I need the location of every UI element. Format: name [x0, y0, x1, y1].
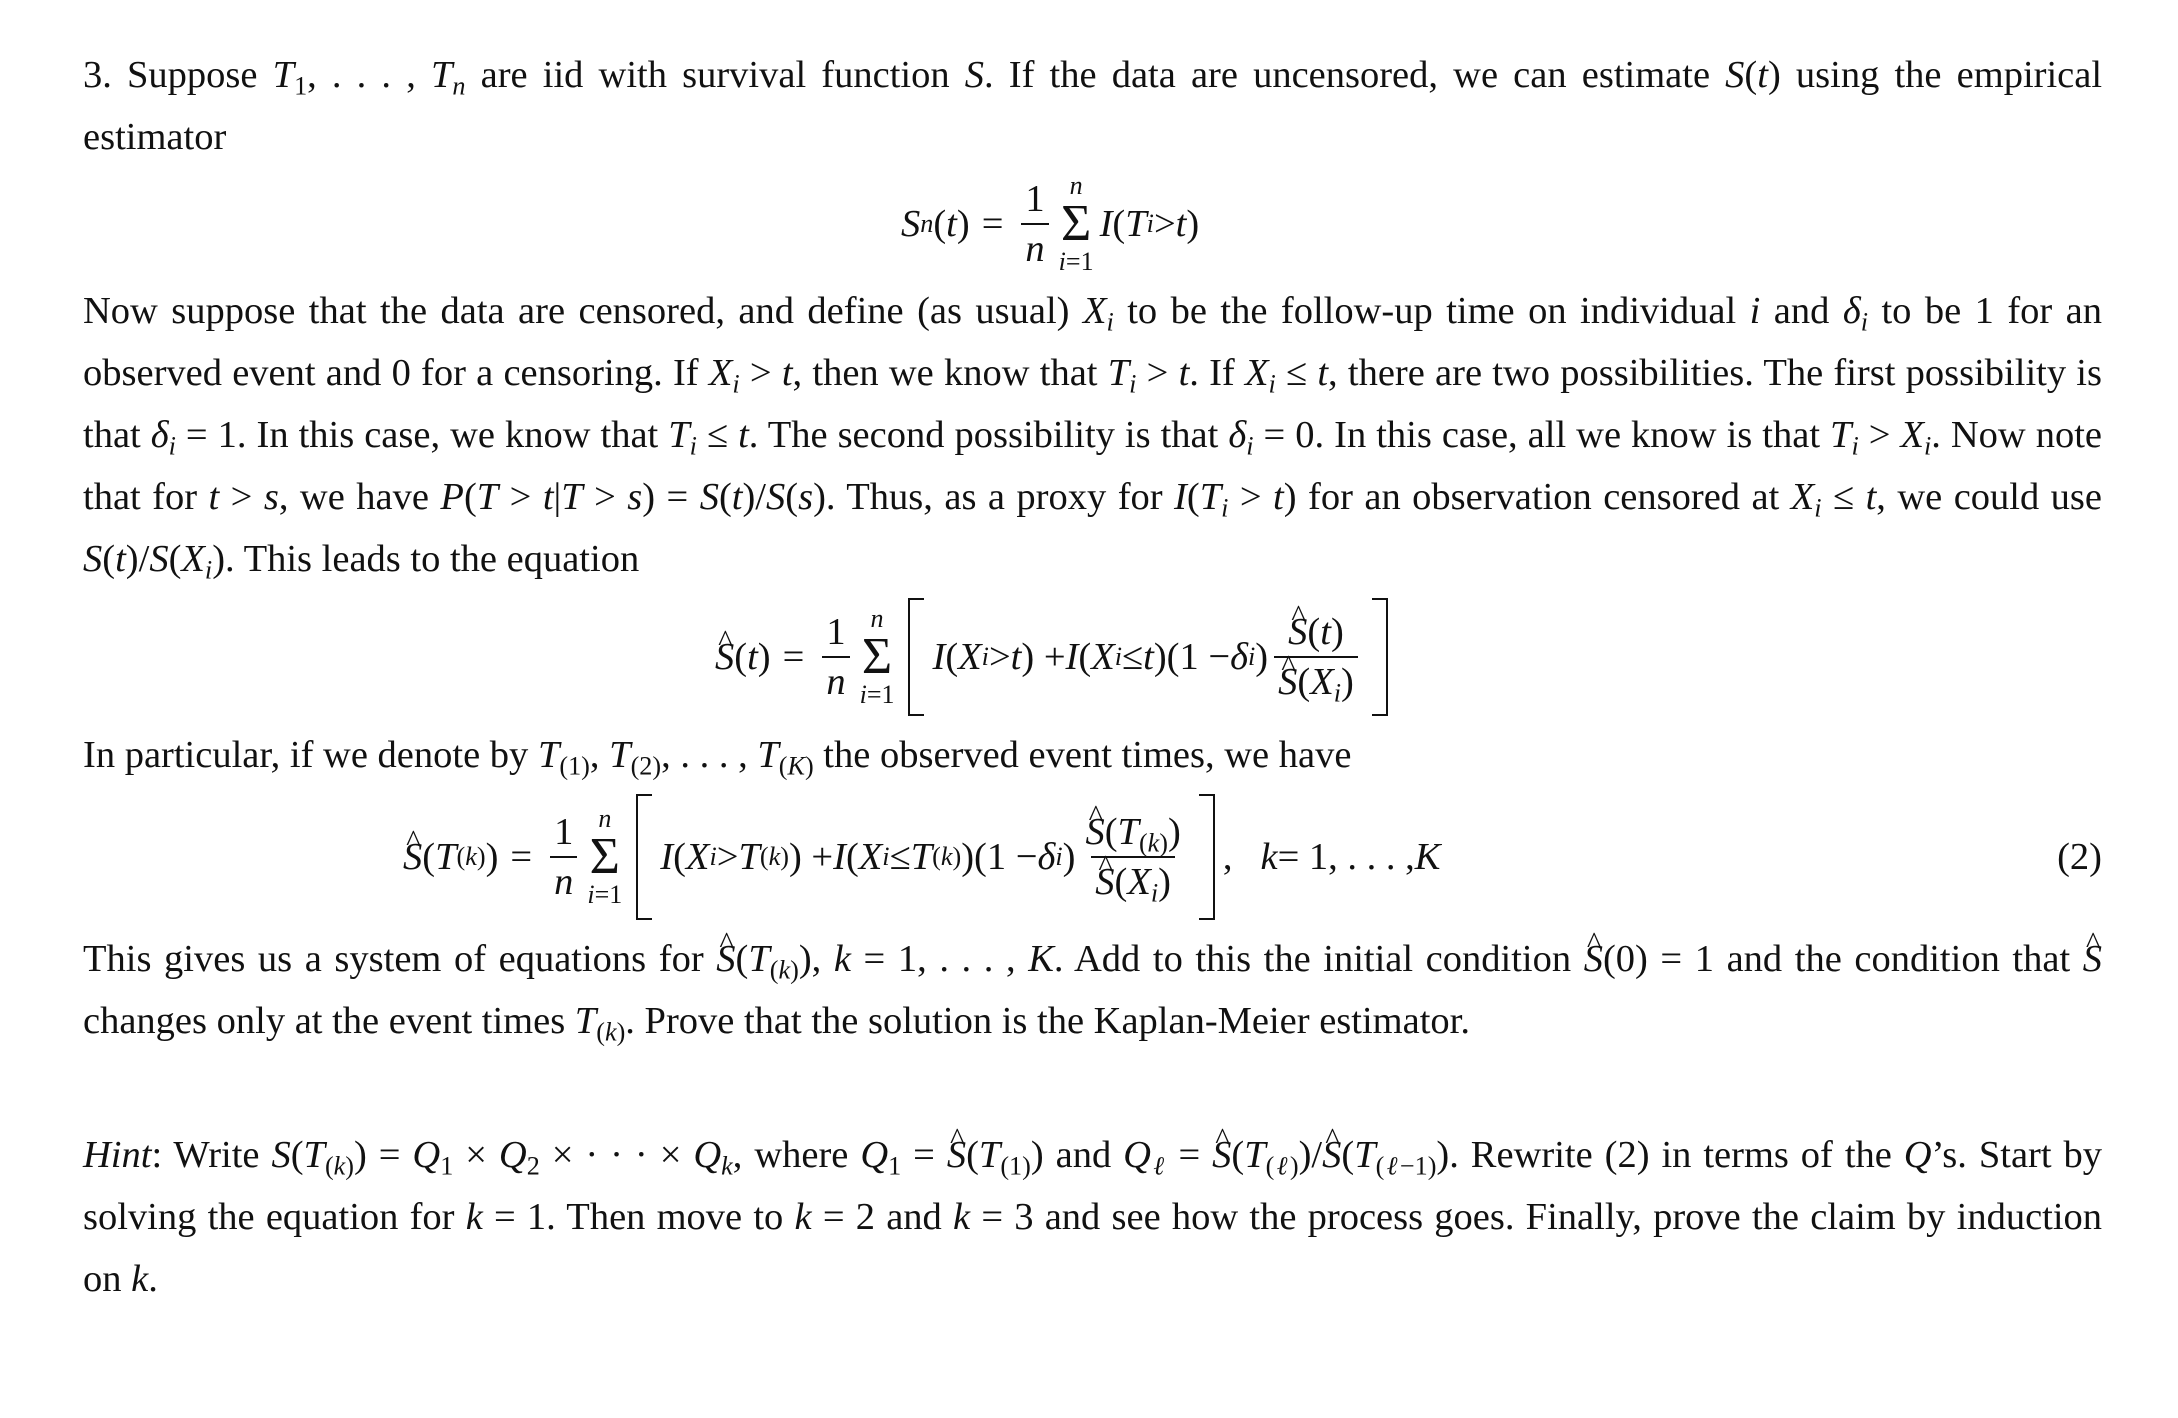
- intro-paragraph: 3. Suppose $T_1$, . . . , $T_n$ are iid with survival function S. If the data are uncensored, we can estimate S(t) using the empirical estimator: [83, 54, 2103, 158]
- problem-number: 3.: [83, 54, 112, 96]
- hint-label: Hint: [83, 1134, 152, 1176]
- empirical-estimator-equation: S n ( t ) = $\frac{1}{n}$ n Σ i=1 I ( T i > t ): [901, 171, 1200, 276]
- system-paragraph: This gives us a system of equations for ^ $S(T_{(k)})$, k = 1, . . . , K. Add to this the initial condition ^ S(0) = 1 and the condition that ^ S changes only at the event times $T_{(k)}$. Prove that the solution is the Kaplan-Meier estimator.: [83, 928, 2102, 1052]
- event-times-paragraph: In particular, if we denote by $T_{(1)}$, $T_{(2)}$, . . . , $T_{(K)}$ the observed event times, we have: [83, 734, 1352, 781]
- hint-paragraph: Hint: Write $S(T_{(k)}) = Q_1 \times Q_2$ × · · · × $Q_k$, where $Q_1$ = ^ $S(T_{(1)})$ and $Q_\ell$ = ^ $S(T_{(\ell)})/\^{}$ $S(T_{(\ell-1)})$. Rewrite (2) in terms of the Q’s. Start by solving the equation for k = 1. Then move to k = 2 and k = 3 and see how the process goes. Finally, prove the claim by induction on k.: [83, 1124, 2102, 1310]
- equation-number: (2): [2057, 836, 2102, 878]
- censoring-paragraph: Now suppose that the data are censored, and define (as usual) $X_i$ to be the follow-up time on individual i and $\delta_i$ to be 1 for an observed event and 0 for a censoring. If $X_i > t$, then we know that $T_i > t$. If $X_i \le t$, there are two possibilities. The first possibility is that $\delta_i = 1$. In this case, we know that $T_i \le t$. The second possibility is that $\delta_i = 0$. In this case, all we know is that $T_i > X_i$. Now note that for t > s, we have P(T > t|T > s) = S(t)/S(s). Thus, as a proxy for $I(T_i > t)$ for an observation censored at $X_i \le t$, we could use $S(t)/S(X_i)$. This leads to the equation: [83, 290, 2103, 585]
- equation-2: ^ S ( T (k) ) = $\frac{1}{n}$ n Σ i=1 I ( X i > T (k) ) + I ( X i ≤ T (k) )(1 − δ i ) ^ $S(T_{(k)})$ ^ $S(X_i)$ , k = 1, . . . , K (2): [83, 786, 2102, 928]
- self-consistency-equation: ^ S ( t ) = $\frac{1}{n}$ n Σ i=1 I ( X i > t ) + I ( X i ≤ t )(1 − δ i ) ^ S(t) ^ $S(X_i)$: [83, 590, 2102, 724]
